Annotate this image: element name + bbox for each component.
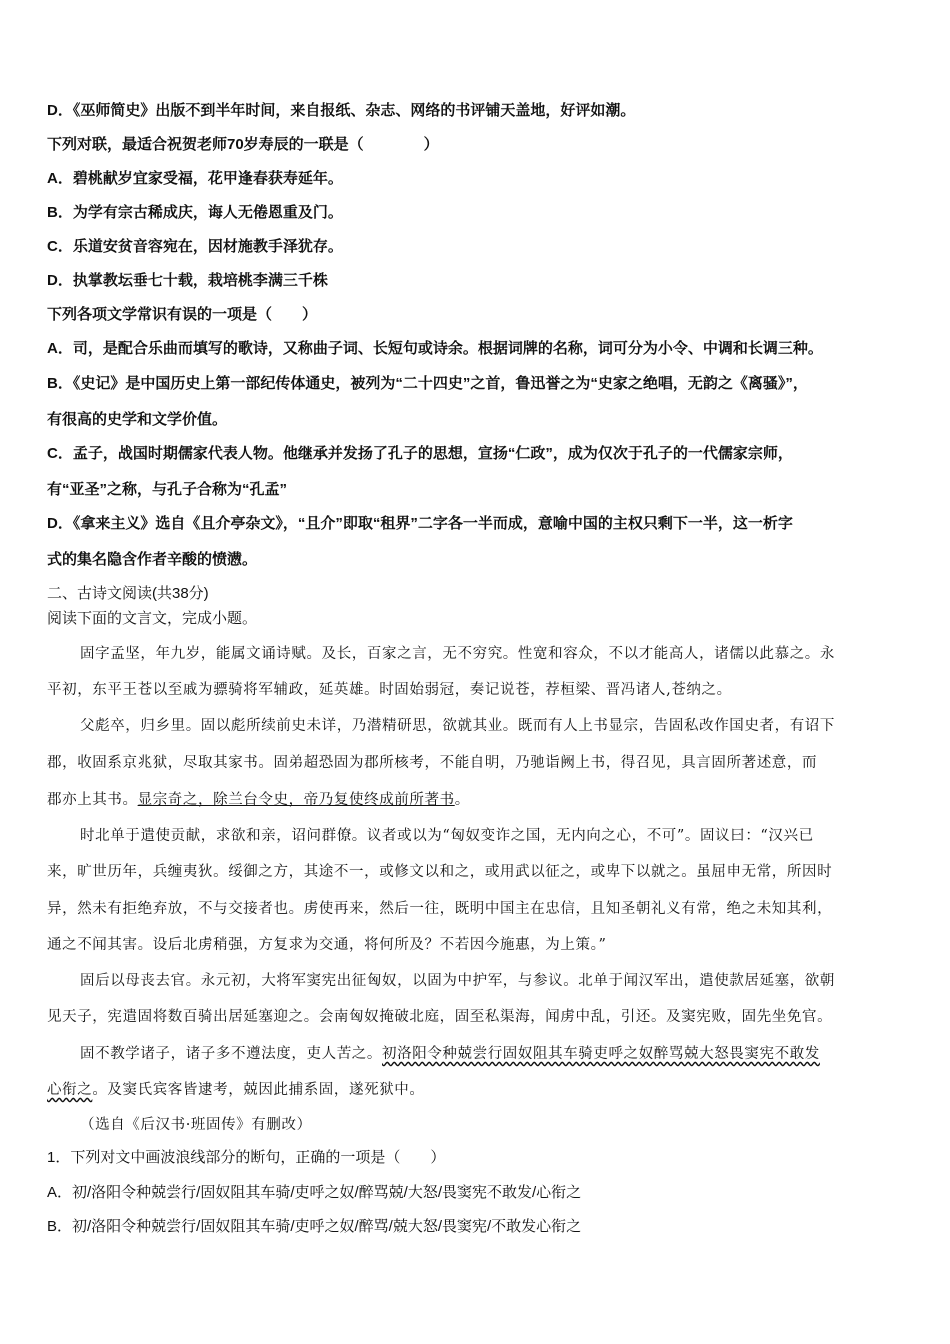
passage-p5-text: 固不教学诸子，诸子多不遵法度，吏人苦之。 bbox=[80, 1046, 382, 1062]
literature-question-stem: 下列各项文学常识有误的一项是（ ） bbox=[47, 306, 318, 323]
passage-p2-line3 bbox=[47, 790, 470, 810]
passage-source: （选自《后汉书·班固传》有删改） bbox=[80, 1117, 312, 1133]
couplet-question-stem: 下列对联，最适合祝贺老师70岁寿辰的一联是（ ） bbox=[47, 136, 439, 153]
passage-p5-line2 bbox=[47, 1080, 425, 1100]
literature-option-b-cont: 有很高的史学和文学价值。 bbox=[47, 411, 228, 428]
wavy-underlined-text-cont: 心衔之 bbox=[47, 1082, 93, 1098]
passage-p2-line1: 父彪卒，归乡里。固以彪所续前史未详，乃潜精研思，欲就其业。既而有人上书显宗，告固私改作国史者，有诏下 bbox=[80, 718, 835, 734]
question-1-stem: 1．下列对文中画波浪线部分的断句，正确的一项是（ ） bbox=[47, 1149, 446, 1166]
couplet-option-b: B．为学有宗古稀成庆，诲人无倦恩重及门。 bbox=[47, 204, 343, 221]
passage-p1-line2: 平初，东平王苍以至戚为骠骑将军辅政，延英雄。时固始弱冠，奏记说苍，荐桓梁、晋冯诸人,苍纳之。 bbox=[47, 682, 732, 698]
passage-p5-text-end: 。及窦氏宾客皆逮考，兢因此捕系固，遂死狱中。 bbox=[92, 1082, 425, 1098]
passage-p2-period: 。 bbox=[454, 792, 470, 808]
literature-option-d-cont: 式的集名隐含作者辛酸的愤懑。 bbox=[47, 551, 258, 568]
passage-p2-line2: 郡，收固系京兆狱，尽取其家书。固弟超恐固为郡所核考，不能自明，乃驰诣阙上书，得召见，具言固所著述意，而 bbox=[47, 755, 818, 771]
section-heading: 二、古诗文阅读(共38分) bbox=[47, 585, 209, 602]
wavy-underlined-text: 初洛阳令种兢尝行固奴阻其车骑吏呼之奴醉骂兢大怒畏窦宪不敢发 bbox=[382, 1046, 820, 1062]
literature-option-c: C．孟子，战国时期儒家代表人物。他继承并发扬了孔子的思想，宣扬“仁政”，成为仅次于孔子的一代儒家宗师， bbox=[47, 445, 793, 462]
passage-p1-line1: 固字孟坚，年九岁，能属文诵诗赋。及长，百家之言，无不穷究。性宽和容众，不以才能高人，诸儒以此慕之。永 bbox=[80, 646, 835, 662]
question-1-option-b: B．初/洛阳令种兢尝行/固奴阻其车骑/吏呼之奴/醉骂/兢大怒/畏窦宪/不敢发心衔之 bbox=[47, 1218, 582, 1235]
option-d-previous: D．《巫师简史》出版不到半年时间，来自报纸、杂志、网络的书评铺天盖地，好评如潮。 bbox=[47, 102, 636, 119]
passage-p4-line2: 见天子，宪遣固将数百骑出居延塞迎之。会南匈奴掩破北庭，固至私渠海，闻虏中乱，引还。及窦宪败，固先坐免官。 bbox=[47, 1009, 833, 1025]
literature-option-b: B．《史记》是中国历史上第一部纪传体通史，被列为“二十四史”之首，鲁迅誉之为“史家之绝唱，无韵之《离骚》”， bbox=[47, 375, 808, 392]
couplet-option-a: A．碧桃献岁宜家受福，花甲逢春获寿延年。 bbox=[47, 170, 343, 187]
passage-p5-line1 bbox=[80, 1044, 820, 1064]
passage-p2-text: 郡亦上其书。 bbox=[47, 792, 138, 808]
literature-option-c-cont: 有“亚圣”之称，与孔子合称为“孔孟” bbox=[47, 481, 288, 498]
couplet-option-d: D．执掌教坛垂七十载，栽培桃李满三千株 bbox=[47, 272, 328, 289]
question-1-option-a: A．初/洛阳令种兢尝行/固奴阻其车骑/吏呼之奴/醉骂兢/大怒/畏窦宪不敢发/心衔之 bbox=[47, 1184, 582, 1201]
couplet-option-c: C．乐道安贫音容宛在，因材施教手泽犹存。 bbox=[47, 238, 343, 255]
passage-p3-line4: 通之不闻其害。设后北虏稍强，方复求为交通，将何所及？不若因今施惠，为上策。” bbox=[47, 937, 607, 953]
passage-p4-line1: 固后以母丧去官。永元初，大将军窦宪出征匈奴，以固为中护军，与参议。北单于闻汉军出，遣使款居延塞，欲朝 bbox=[80, 973, 835, 989]
section-instruction: 阅读下面的文言文，完成小题。 bbox=[47, 610, 258, 627]
passage-p3-line1: 时北单于遣使贡献，求欲和亲，诏问群僚。议者或以为“匈奴变诈之国，无内向之心，不可”。固议曰：“汉兴已 bbox=[80, 828, 814, 844]
passage-p3-line2: 来，旷世历年，兵缠夷狄。绥御之方，其途不一，或修文以和之，或用武以征之，或卑下以就之。虽屈申无常，所因时 bbox=[47, 864, 833, 880]
literature-option-a: A．司，是配合乐曲而填写的歌诗，又称曲子词、长短句或诗余。根据词牌的名称，词可分为小令、中调和长调三种。 bbox=[47, 340, 823, 357]
passage-p3-line3: 异，然未有拒绝弃放，不与交接者也。虏使再来，然后一往，既明中国主在忠信，且知圣朝礼义有常，绝之未知其利， bbox=[47, 901, 833, 917]
underlined-sentence: 显宗奇之，除兰台令史，帝乃复使终成前所著书 bbox=[137, 792, 455, 808]
literature-option-d: D．《拿来主义》选自《且介亭杂文》，“且介”即取“租界”二字各一半而成，意喻中国的主权只剩下一半，这一析字 bbox=[47, 515, 793, 532]
